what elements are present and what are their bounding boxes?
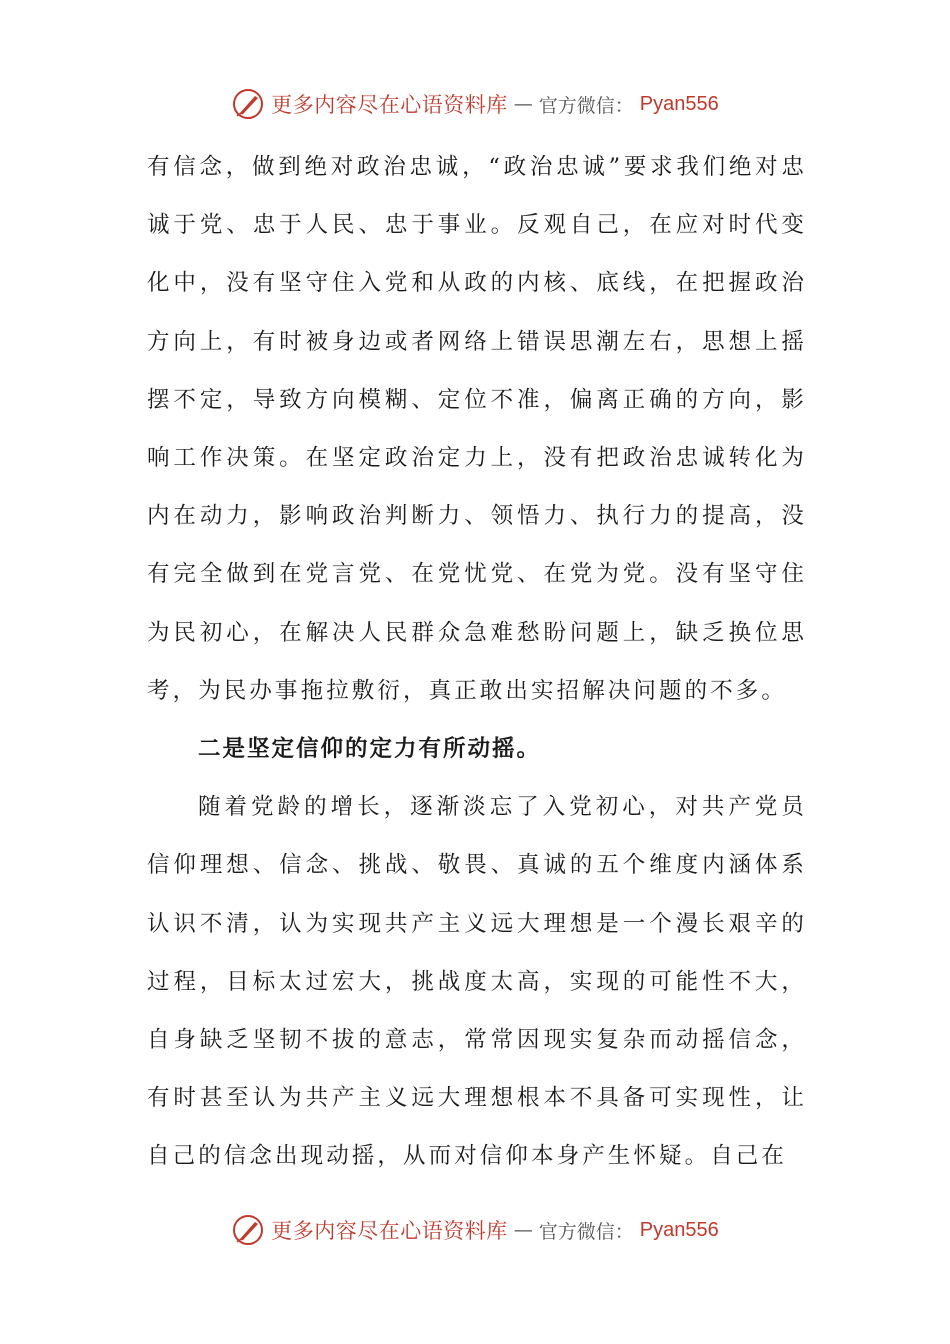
watermark-sub: 官方微信： <box>538 94 634 117</box>
footer-watermark <box>0 1210 950 1250</box>
watermark-id: Pyan556 <box>639 1218 719 1241</box>
watermark-text: 更多内容尽在心语资料库 <box>271 93 508 117</box>
quill-pen-logo-icon <box>231 1213 265 1247</box>
quill-pen-logo-icon <box>231 87 265 121</box>
body-paragraph-2: 随着党龄的增长，逐渐淡忘了入党初心，对共产党员信仰理想、信念、挑战、敬畏、真诚的五个维度内涵体系认识不清，认为实现共产主义远大理想是一个漫长艰辛的过程，目标太过宏大，挑战度太高，实现的可能性不大，自身缺乏坚韧不拔的意志，常常因现实复杂而动摇信念，有时甚至认为共产主义远大理想根本不具备可实现性，让自己的信念出现动摇，从而对信仰本身产生怀疑。自己在 <box>147 794 807 1170</box>
watermark-dash: — <box>513 93 533 115</box>
document-body <box>147 138 807 1186</box>
header-watermark <box>0 84 950 124</box>
watermark-text: 更多内容尽在心语资料库 <box>271 1219 508 1243</box>
section-heading: 二是坚定信仰的定力有所动摇。 <box>198 736 542 763</box>
watermark-dash: — <box>513 1219 533 1241</box>
body-paragraph-1: 有信念，做到绝对政治忠诚，“政治忠诚”要求我们绝对忠诚于党、忠于人民、忠于事业。反观自己，在应对时代变化中，没有坚守住入党和从政的内核、底线，在把握政治方向上，有时被身边或者网络上错误思潮左右，思想上摇摆不定，导致方向模糊、定位不准，偏离正确的方向，影响工作决策。在坚定政治定力上，没有把政治忠诚转化为内在动力，影响政治判断力、领悟力、执行力的提高，没有完全做到在党言党、在党忧党、在党为党。没有坚守住为民初心，在解决人民群众急难愁盼问题上，缺乏换位思考，为民办事拖拉敷衍，真正敢出实招解决问题的不多。 <box>147 154 807 704</box>
watermark-sub: 官方微信： <box>538 1220 634 1243</box>
watermark-id: Pyan556 <box>639 92 719 115</box>
